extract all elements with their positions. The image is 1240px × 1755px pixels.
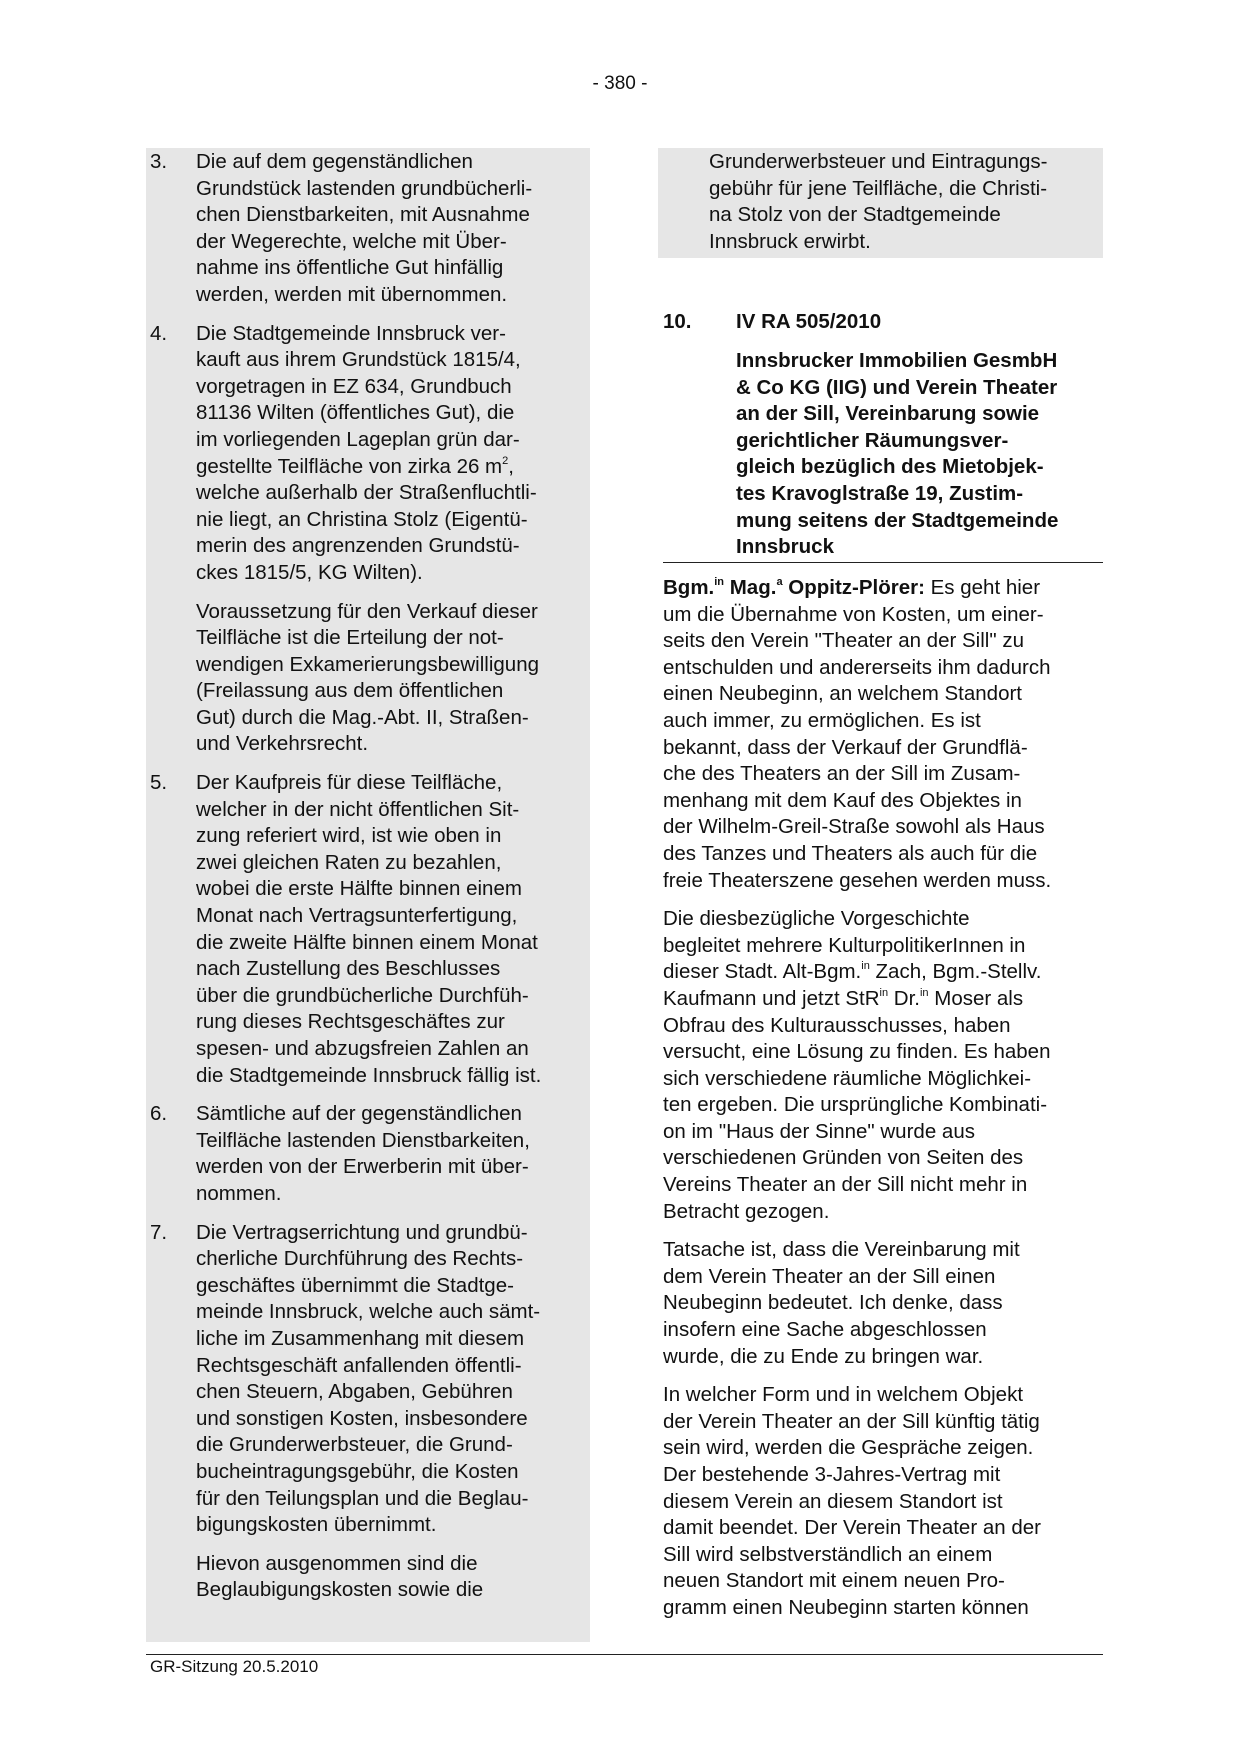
text-line: Neubeginn bedeutet. Ich denke, dass (663, 1291, 1003, 1315)
list-item (150, 770, 586, 1089)
list-item (150, 1101, 586, 1207)
heading-divider (663, 562, 1103, 563)
text-line: geschäftes übernimmt die Stadtge- (196, 1273, 514, 1297)
text-line: Teilfläche ist die Erteilung der not- (196, 626, 504, 650)
text-line: Monat nach Vertragsunterfertigung, (196, 904, 518, 928)
text-line: im vorliegenden Lageplan grün dar- (196, 427, 520, 451)
text-line: und Verkehrsrecht. (196, 732, 369, 756)
text-line: dem Verein Theater an der Sill einen (663, 1264, 996, 1288)
text-line: menhang mit dem Kauf des Objektes in (663, 788, 1022, 812)
paragraph (196, 770, 586, 1089)
list-item-number: 7. (150, 1220, 168, 1244)
text-line: Sill wird selbstverständlich an einem (663, 1542, 993, 1566)
text-line: und sonstigen Kosten, insbesondere (196, 1406, 528, 1430)
text-line: Betracht gezogen. (663, 1199, 830, 1223)
text-line: In welcher Form und in welchem Objekt (663, 1383, 1024, 1407)
text-line: Tatsache ist, dass die Vereinbarung mit (663, 1238, 1020, 1262)
text-line: Sämtliche auf der gegenständlichen (196, 1102, 522, 1126)
list-item (150, 321, 586, 759)
page-number: - 380 - (592, 73, 648, 94)
text-line: der Wilhelm-Greil-Straße sowohl als Haus (663, 815, 1045, 839)
text-line: Der Kaufpreis für diese Teilfläche, (196, 771, 503, 795)
text-line: Hievon ausgenommen sind die (196, 1551, 478, 1575)
agenda-title-line: tes Kravoglstraße 19, Zustim- (736, 481, 1024, 505)
agenda-title-line: Innsbrucker Immobilien GesmbH (736, 349, 1058, 372)
text-line: werden, werden mit übernommen. (196, 282, 508, 306)
text-line: Die auf dem gegenständlichen (196, 150, 473, 173)
agenda-title (736, 348, 1106, 561)
text-line: ckes 1815/5, KG Wilten). (196, 560, 423, 584)
text-line: neuen Standort mit einem neuen Pro- (663, 1569, 1005, 1593)
text-line: über die grundbücherliche Durchfüh- (196, 983, 529, 1007)
text-line: der Wegerechte, welche mit Über- (196, 229, 507, 253)
paragraph (196, 599, 586, 759)
text-line: damit beendet. Der Verein Theater an der (663, 1516, 1041, 1540)
paragraph (196, 321, 586, 587)
text-line: gestellte Teilfläche von zirka 26 $m^2$, (196, 454, 514, 478)
text-line: wobei die erste Hälfte binnen einem (196, 877, 522, 901)
text-line: na Stolz von der Stadtgemeinde (709, 203, 1001, 227)
list-item (150, 149, 586, 309)
text-line: Beglaubigungskosten sowie die (196, 1578, 484, 1602)
text-line: Die diesbezügliche Vorgeschichte (663, 907, 970, 931)
text-line: Obfrau des Kulturausschusses, haben (663, 1013, 1011, 1037)
text-line: Vereins Theater an der Sill nicht mehr in (663, 1173, 1028, 1197)
agenda-title-line: an der Sill, Vereinbarung sowie (736, 402, 1040, 426)
text-line: vorgetragen in EZ 634, Grundbuch (196, 374, 512, 398)
text-line: cherliche Durchführung des Rechts- (196, 1247, 524, 1271)
text-line: Voraussetzung für den Verkauf dieser (196, 599, 538, 623)
text-line: liche im Zusammenhang mit diesem (196, 1326, 525, 1350)
text-line: sein wird, werden die Gespräche zeigen. (663, 1436, 1034, 1460)
text-line: nach Zustellung des Beschlusses (196, 957, 501, 981)
footer-divider (146, 1654, 1103, 1655)
text-line: spesen- und abzugsfreien Zahlen an (196, 1037, 529, 1060)
text-line: begleitet mehrere KulturpolitikerInnen in (663, 933, 1026, 957)
text-line: die Grunderwerbsteuer, die Grund- (196, 1433, 513, 1457)
text-line: bekannt, dass der Verkauf der Grundflä- (663, 735, 1028, 759)
text-line: versucht, eine Lösung zu finden. Es haben (663, 1040, 1051, 1064)
text-line: on im "Haus der Sinne" wurde aus (663, 1119, 975, 1143)
text-line: Innsbruck erwirbt. (709, 229, 871, 253)
paragraph (663, 906, 1103, 1225)
text-line: chen Dienstbarkeiten, mit Ausnahme (196, 203, 530, 227)
text-line: chen Steuern, Abgaben, Gebühren (196, 1380, 513, 1404)
text-line: zung referiert wird, ist wie oben in (196, 824, 502, 848)
text-line: um die Übernahme von Kosten, um einer- (663, 602, 1044, 626)
agenda-title-line: & Co KG (IIG) und Verein Theater (736, 375, 1058, 399)
text-line: rung dieses Rechtsgeschäftes zur (196, 1010, 505, 1034)
text-line: ten ergeben. Die ursprüngliche Kombinati- (663, 1093, 1048, 1117)
text-line: Gut) durch die Mag.-Abt. II, Straßen- (196, 705, 529, 729)
text-line: Die Stadtgemeinde Innsbruck ver- (196, 321, 506, 345)
list-item-number: 4. (150, 321, 168, 345)
text-line: Grunderwerbsteuer und Eintragungs- (709, 150, 1048, 173)
paragraph (663, 1382, 1103, 1621)
text-line: auch immer, zu ermöglichen. Es ist (663, 708, 981, 732)
paragraph (663, 1237, 1103, 1370)
paragraph (196, 149, 586, 309)
list-item-number: 3. (150, 150, 168, 173)
text-line: gebühr für jene Teilfläche, die Christi- (709, 176, 1048, 200)
text-line: welche außerhalb der Straßenfluchtli- (196, 481, 537, 505)
footer-session-date: GR-Sitzung 20.5.2010 (150, 1657, 319, 1676)
left-column (150, 149, 586, 1616)
text-line: dieser Stadt. Alt-Bgm.$^{in}$ Zach, Bgm.-Stellv. (663, 960, 1042, 984)
text-line: entschulden und andererseits ihm dadurch (663, 655, 1051, 679)
continuation-text (709, 149, 1099, 255)
text-line: wendigen Exkamerierungsbewilligung (196, 652, 540, 676)
list-item-number: 6. (150, 1102, 168, 1126)
text-line: (Freilassung aus dem öffentlichen (196, 679, 504, 703)
text-line: diesem Verein an diesem Standort ist (663, 1489, 1003, 1513)
text-line: welcher in der nicht öffentlichen Sit- (196, 797, 520, 821)
text-line: gramm einen Neubeginn starten können (663, 1595, 1029, 1619)
text-line: des Tanzes und Theaters als auch für die (663, 841, 1038, 865)
text-line: Grundstück lastenden grundbücherli- (196, 176, 533, 200)
text-line: die zweite Hälfte binnen einem Monat (196, 930, 538, 954)
text-line: die Stadtgemeinde Innsbruck fällig ist. (196, 1063, 542, 1087)
text-line: Die Vertragserrichtung und grundbü- (196, 1220, 528, 1244)
text-line: einen Neubeginn, an welchem Standort (663, 682, 1022, 706)
speech-text: Es geht hier (924, 576, 1041, 599)
text-line: werden von der Erwerberin mit über- (196, 1155, 529, 1179)
text-line: che des Theaters an der Sill im Zusam- (663, 762, 1021, 786)
text-line: sich verschiedene räumliche Möglichkei- (663, 1066, 1032, 1090)
text-line: bucheintragungsgebühr, die Kosten (196, 1459, 519, 1483)
list-item-number: 5. (150, 771, 168, 795)
agenda-title-line: gerichtlicher Räumungsver- (736, 428, 1009, 452)
text-line: nommen. (196, 1181, 282, 1205)
text-line: Rechtsgeschäft anfallenden öffentli- (196, 1353, 522, 1377)
text-line: wurde, die zu Ende zu bringen war. (663, 1344, 984, 1368)
text-line: freie Theaterszene gesehen werden muss. (663, 868, 1052, 892)
text-line: für den Teilungsplan und die Beglau- (196, 1486, 529, 1510)
text-line: 81136 Wilten (öffentliches Gut), die (196, 401, 515, 425)
text-line: der Verein Theater an der Sill künftig tätig (663, 1409, 1040, 1433)
text-line: Teilfläche lastenden Dienstbarkeiten, (196, 1128, 530, 1152)
text-line: meinde Innsbruck, welche auch sämt- (196, 1300, 541, 1324)
text-line: insofern eine Sache abgeschlossen (663, 1318, 987, 1342)
text-line: nie liegt, an Christina Stolz (Eigentü- (196, 507, 528, 531)
paragraph (196, 1551, 586, 1604)
paragraph (196, 1220, 586, 1539)
paragraph (663, 575, 1103, 894)
text-line: seits den Verein "Theater an der Sill" zu (663, 629, 1024, 653)
speaker-name: Bgm.$^{in}$ Mag.$^a$ Oppitz-Plörer: (663, 576, 925, 599)
agenda-title-line: gleich bezüglich des Mietobjek- (736, 455, 1044, 479)
agenda-number: 10. (663, 310, 692, 333)
text-line: Kaufmann und jetzt StR$^{in}$ Dr.$^{in}$ Moser als (663, 986, 1024, 1010)
paragraph (196, 1101, 586, 1207)
agenda-reference: IV RA 505/2010 (736, 310, 882, 333)
text-line: merin des angrenzenden Grundstü- (196, 534, 520, 558)
text-line: kauft aus ihrem Grundstück 1815/4, (196, 348, 521, 372)
text-line (663, 575, 1103, 602)
text-line: zwei gleichen Raten zu bezahlen, (196, 850, 502, 874)
speech-body (663, 575, 1103, 1634)
text-line: Der bestehende 3-Jahres-Vertrag mit (663, 1463, 1001, 1486)
text-line: nahme ins öffentliche Gut hinfällig (196, 256, 504, 280)
text-line: verschiedenen Gründen von Seiten des (663, 1146, 1024, 1170)
agenda-title-line: Innsbruck (736, 535, 834, 559)
agenda-title-line: mung seitens der Stadtgemeinde (736, 508, 1059, 532)
list-item (150, 1220, 586, 1604)
text-line: bigungskosten übernimmt. (196, 1513, 437, 1537)
